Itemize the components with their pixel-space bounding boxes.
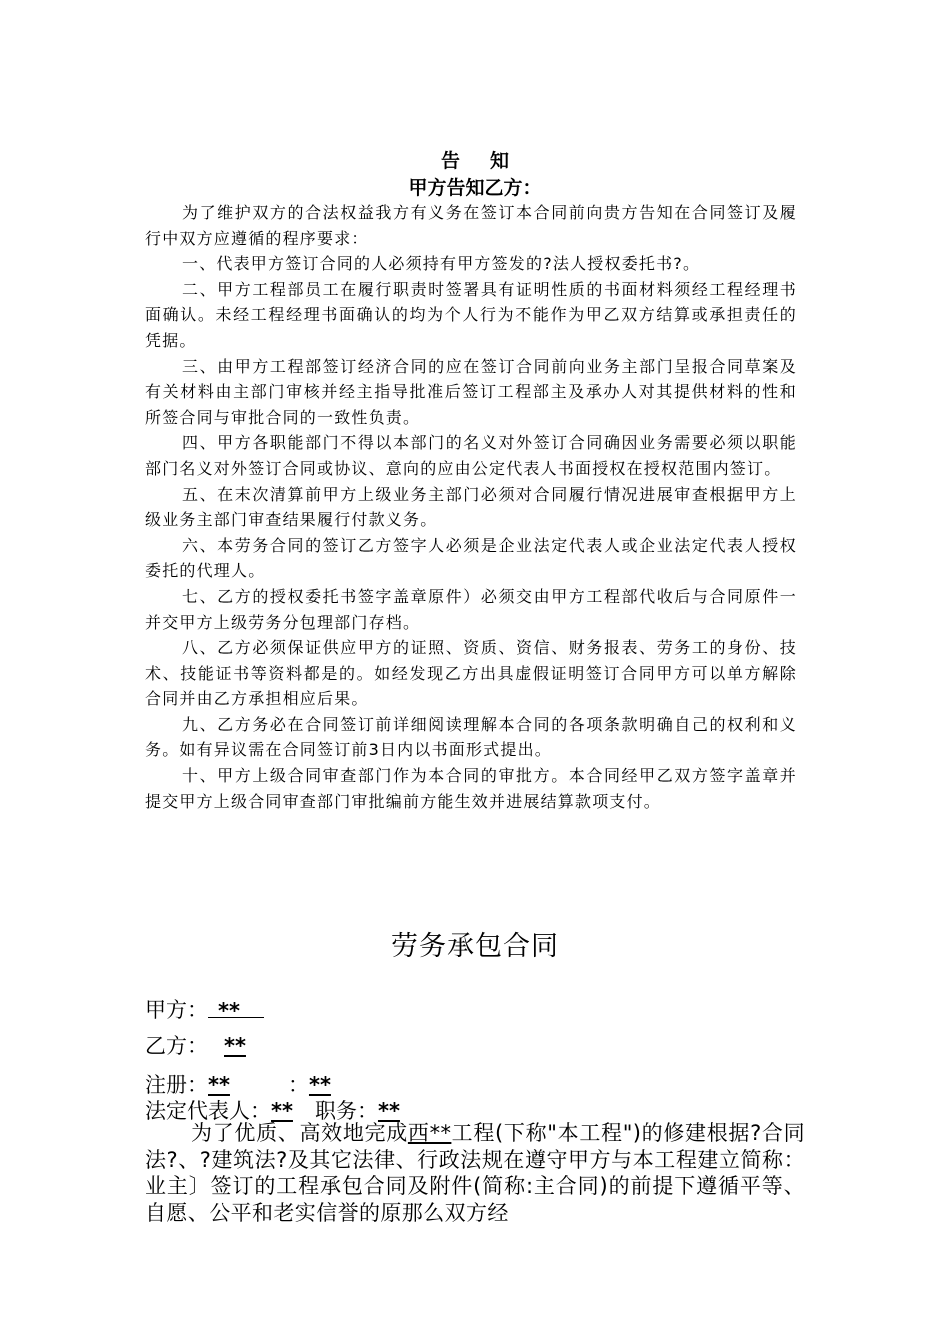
- notice-paragraph: 六、本劳务合同的签订乙方签字人必须是企业法定代表人或企业法定代表人授权委托的代理人。: [145, 535, 797, 581]
- notice-paragraph: 三、由甲方工程部签订经济合同的应在签订合同前向业务主部门呈报合同草案及有关材料由主部门审核并经主指导批准后签订工程部主及承办人对其提供材料的性和所签合同与审批合同的一致性负责。: [145, 356, 797, 427]
- party-b-field: [145, 1032, 246, 1060]
- notice-paragraph: 七、乙方的授权委托书签字盖章原件）必须交由甲方工程部代收后与合同原件一并交甲方上级劳务分包理部门存档。: [145, 586, 797, 632]
- party-b-label: 乙方：: [145, 1034, 208, 1058]
- colon-label: ：: [287, 1073, 309, 1097]
- position-value: **: [377, 1099, 400, 1123]
- party-a-blank: [208, 997, 264, 1023]
- position-label: 职务：: [314, 1099, 378, 1123]
- registration-field: [145, 1071, 331, 1099]
- notice-paragraph: 九、乙方务必在合同签订前详细阅读理解本合同的各项条款明确自己的权利和义务。如有异议需在合同签订前3日内以书面形式提出。: [145, 714, 797, 760]
- notice-paragraph: 四、甲方各职能部门不得以本部门的名义对外签订合同确因业务需要必须以职能部门名义对外签订合同或协议、意向的应由公定代表人书面授权在授权范围内签订。: [145, 433, 797, 478]
- notice-paragraph: 二、甲方工程部员工在履行职责时签署具有证明性质的书面材料须经工程经理书面确认。未经工程经理书面确认的均为个人行为不能作为甲乙双方结算或承担责任的凭据。: [145, 279, 797, 350]
- notice-paragraph: 一、代表甲方签订合同的人必须持有甲方签发的?法人授权委托书?。: [182, 254, 701, 274]
- intro-after: 工程(下称"本工程")的修建根据?合同法?、?建筑法?及其它法律、行政法规在遵守甲方与本工程建立简称：业主〕签订的工程承包合同及附件(简称:主合同)的前提下遵循平等、自愿、公平和老实信誉的原那么双方经: [145, 1121, 806, 1225]
- rep-value: **: [271, 1099, 293, 1123]
- rep-label: 法定代表人：: [145, 1099, 271, 1123]
- notice-paragraph: 为了维护双方的合法权益我方有义务在签订本合同前向贵方告知在合同签订及履行中双方应遵循的程序要求：: [145, 203, 797, 248]
- registered-label: 注册：: [145, 1073, 208, 1097]
- notice-body: [145, 200, 797, 814]
- party-a-field: [145, 996, 264, 1024]
- contract-intro: [145, 1120, 805, 1226]
- registered-value: **: [208, 1073, 230, 1097]
- intro-project: 西**: [407, 1121, 452, 1145]
- intro-before: 为了优质、高效地完成: [191, 1121, 408, 1145]
- notice-paragraph: 五、在末次清算前甲方上级业务主部门必须对合同履行情况进展审查根据甲方上级业务主部门审查结果履行付款义务。: [145, 484, 797, 530]
- colon-value: **: [308, 1073, 331, 1097]
- party-b-value: **: [224, 1034, 246, 1058]
- notice-subtitle: 甲方告知乙方：: [408, 177, 542, 199]
- contract-intro-paragraph: [145, 1120, 805, 1226]
- notice-paragraph: 八、乙方必须保证供应甲方的证照、资质、资信、财务报表、劳务工的身份、技术、技能证书等资料都是的。如经发现乙方出具虚假证明签订合同甲方可以单方解除合同并由乙方承担相应后果。: [145, 638, 797, 709]
- party-a-value: **: [218, 999, 240, 1023]
- notice-title: 告知: [440, 150, 539, 172]
- notice-paragraph: 十、甲方上级合同审查部门作为本合同的审批方。本合同经甲乙双方签字盖章并提交甲方上级合同审查部门审批编前方能生效并进展结算款项支付。: [145, 766, 797, 811]
- party-a-label: 甲方：: [145, 998, 208, 1022]
- contract-title: 劳务承包合同: [391, 931, 559, 962]
